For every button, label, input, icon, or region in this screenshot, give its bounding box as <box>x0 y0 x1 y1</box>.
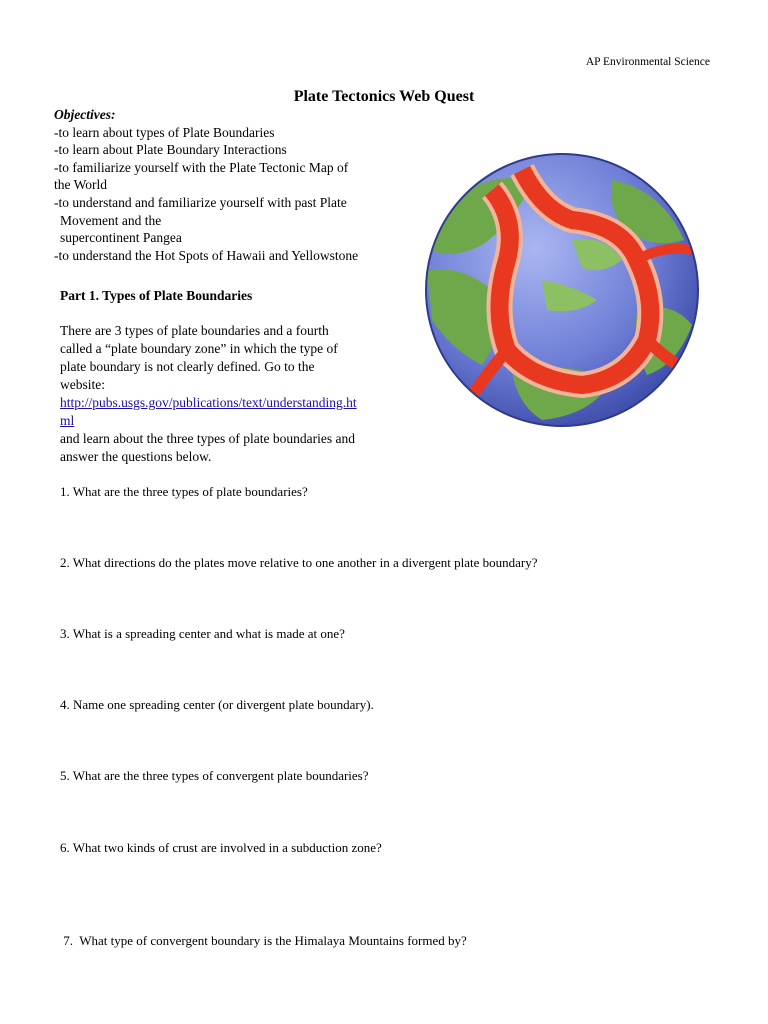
intro-line: called a “plate boundary zone” in which the type of <box>60 341 338 356</box>
objective-line: -to familiarize yourself with the Plate Tectonic Map of <box>54 159 349 175</box>
objective-line: -to learn about types of Plate Boundaries <box>54 124 275 140</box>
intro-line: plate boundary is not clearly defined. Go to the <box>60 359 315 374</box>
intro-line: answer the questions below. <box>60 449 212 464</box>
intro-line: and learn about the three types of plate boundaries and <box>60 431 356 446</box>
usgs-link[interactable]: http://pubs.usgs.gov/publications/text/understanding.ht <box>60 395 357 410</box>
course-label: AP Environmental Science <box>585 56 710 68</box>
question-4: 4. Name one spreading center (or divergent plate boundary). <box>60 697 374 712</box>
question-3: 3. What is a spreading center and what is made at one? <box>60 626 345 641</box>
objective-line: -to understand the Hot Spots of Hawaii and Yellowstone <box>54 247 359 263</box>
intro-line: website: <box>60 377 105 392</box>
objectives-heading: Objectives: <box>54 107 116 122</box>
objective-line: -to learn about Plate Boundary Interactions <box>54 142 287 158</box>
objective-line: -to understand and familiarize yourself with past Plate <box>54 194 347 210</box>
cracked-earth-globe-icon <box>422 150 702 430</box>
page-title: Plate Tectonics Web Quest <box>293 88 475 105</box>
question-1: 1. What are the three types of plate boundaries? <box>60 484 308 499</box>
objective-line: the World <box>54 177 108 193</box>
question-7: 7. What type of convergent boundary is the Himalaya Mountains formed by? <box>60 933 467 948</box>
question-2: 2. What directions do the plates move relative to one another in a divergent plate boundary? <box>60 555 538 570</box>
part1-heading: Part 1. Types of Plate Boundaries <box>60 288 253 303</box>
objective-line: Movement and the <box>60 212 162 228</box>
usgs-link-continued[interactable]: ml <box>60 413 75 428</box>
objectives-section <box>54 106 399 264</box>
question-5: 5. What are the three types of convergent plate boundaries? <box>60 768 369 783</box>
part1-intro <box>60 322 400 466</box>
intro-line: There are 3 types of plate boundaries and a fourth <box>60 323 329 338</box>
objective-line: supercontinent Pangea <box>60 230 182 246</box>
question-6: 6. What two kinds of crust are involved in a subduction zone? <box>60 840 382 855</box>
